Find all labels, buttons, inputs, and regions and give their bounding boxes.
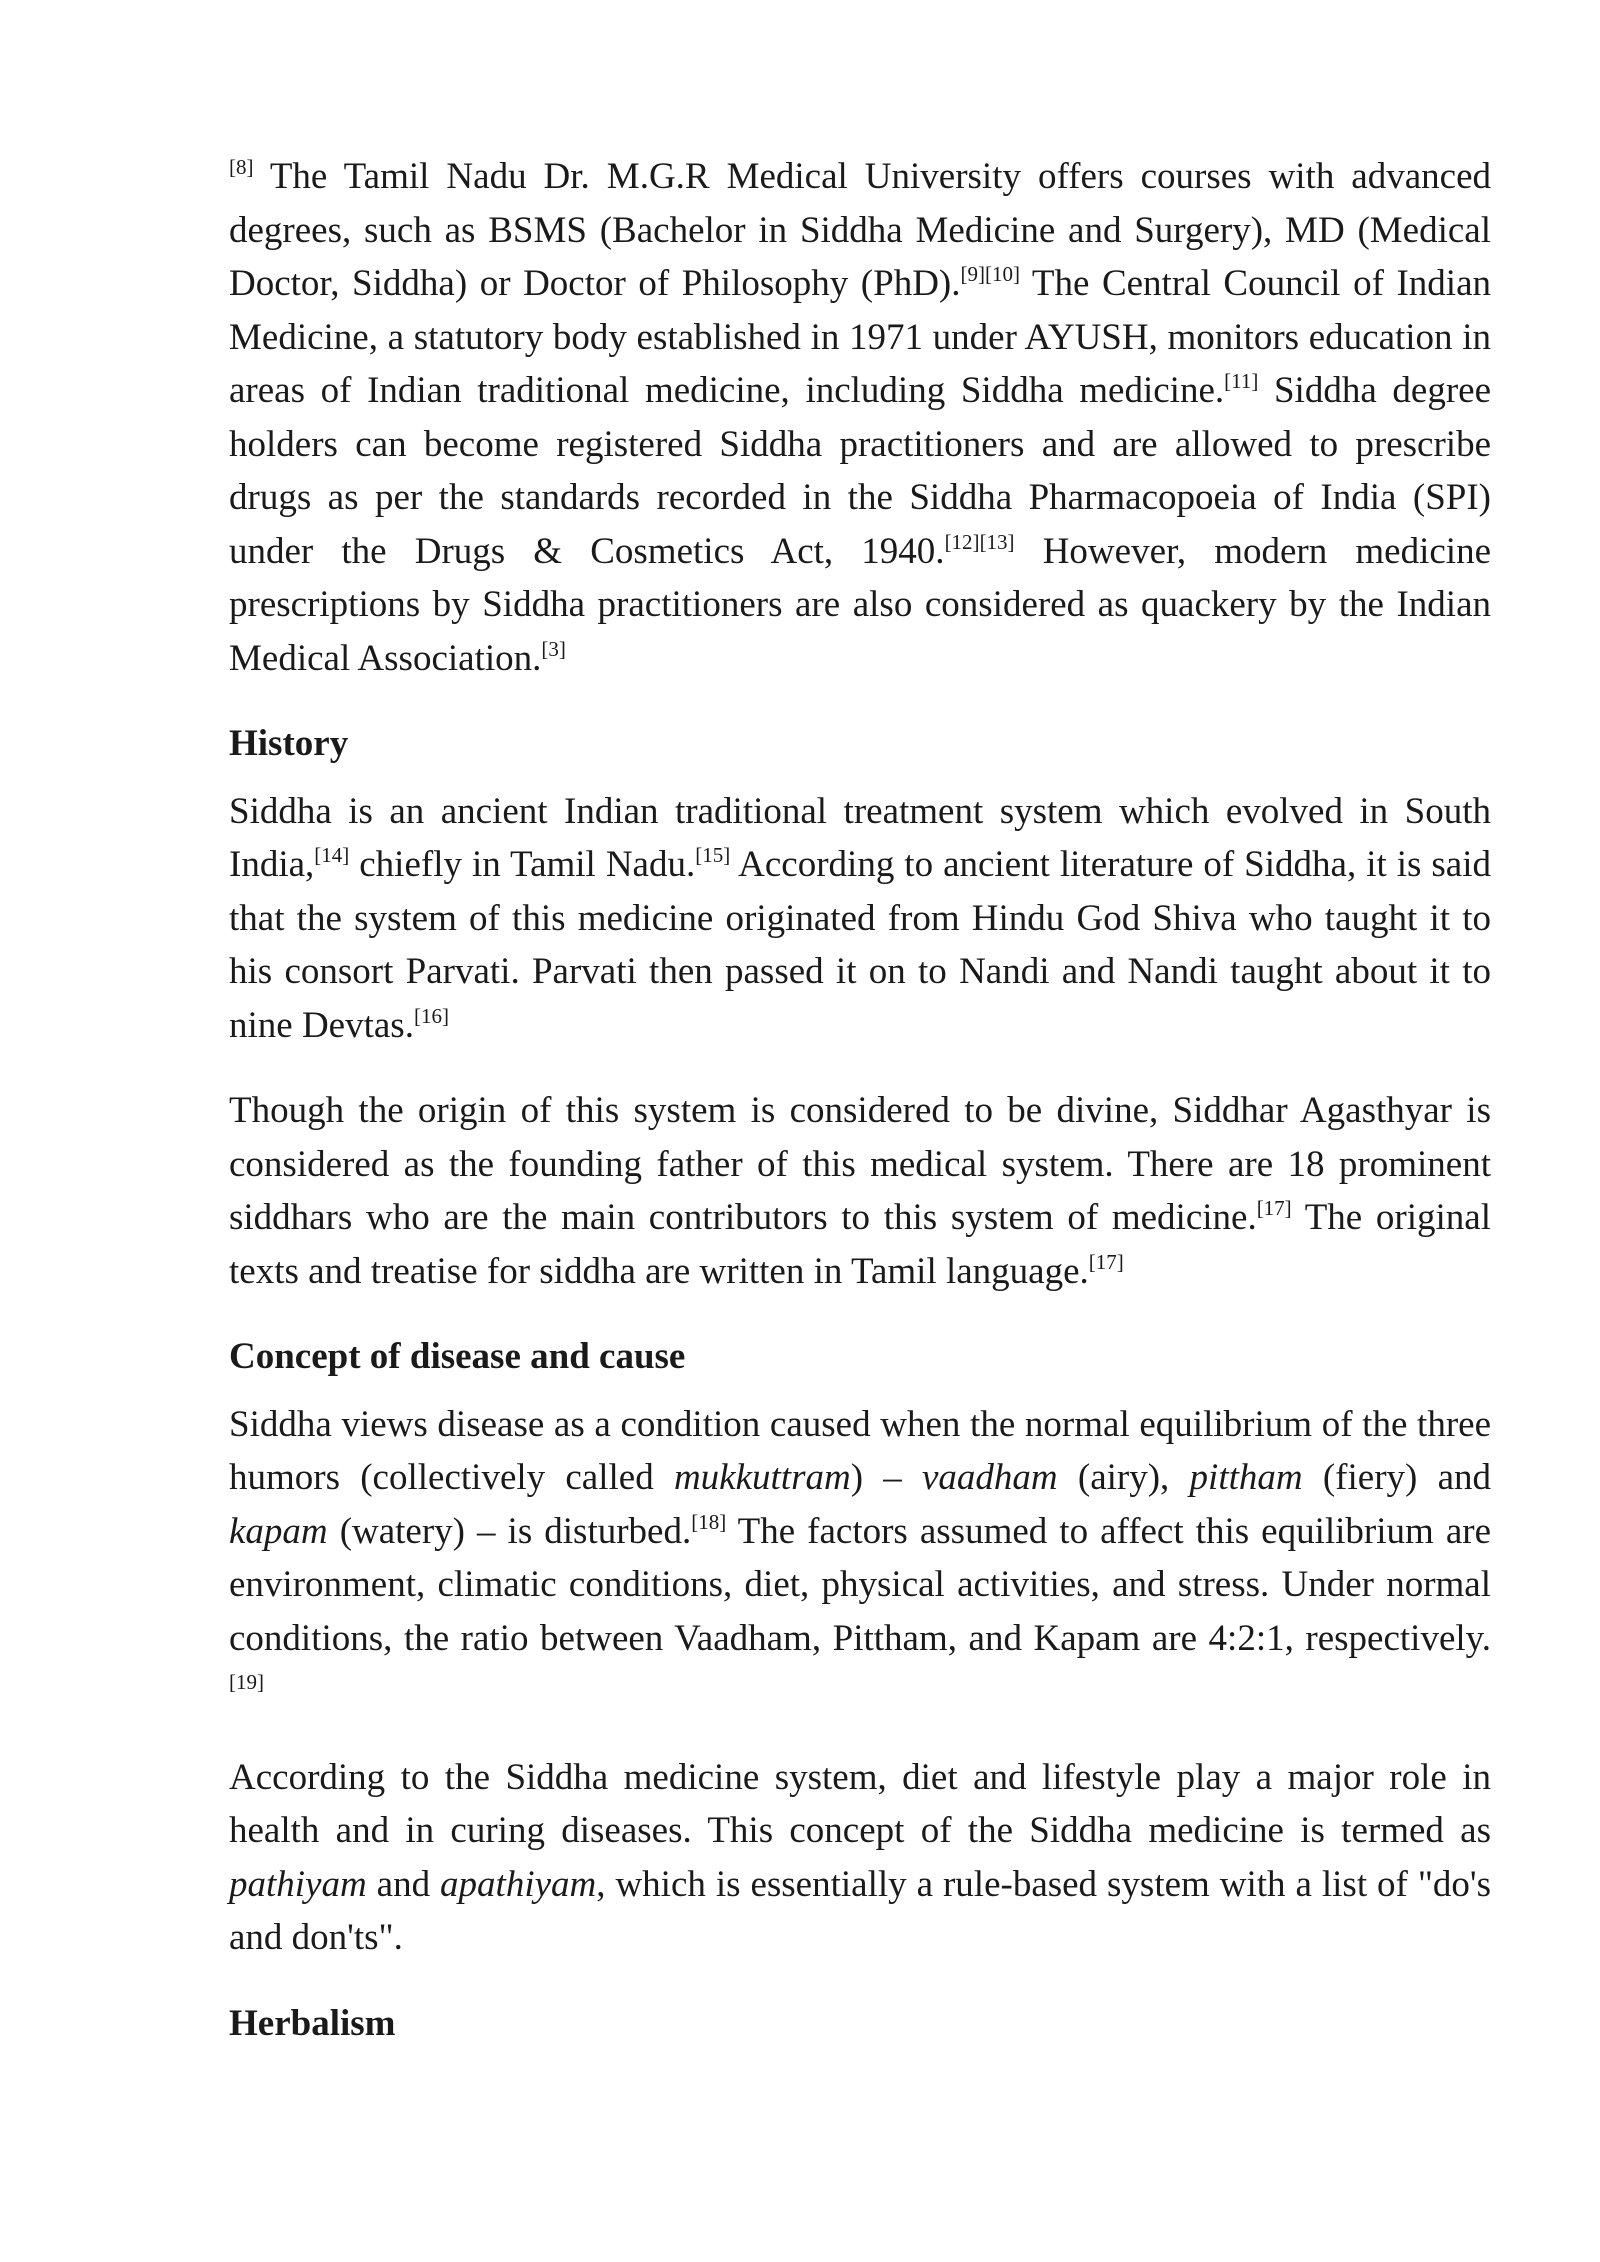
document-page (229, 150, 1491, 2064)
paragraph-text: Siddha is an ancient Indian traditional treatment system which evolved in South India, (229, 790, 1491, 885)
history-paragraph-2 (229, 1084, 1491, 1298)
history-paragraph-1 (229, 785, 1491, 1053)
paragraph-text: (fiery) and (1302, 1457, 1491, 1498)
paragraph-text: (airy), (1057, 1457, 1190, 1498)
herbalism-heading: Herbalism (229, 2002, 396, 2044)
paragraph-text: The Central Council of Indian Medicine, a statutory body established in 1971 under AYUSH, monitors education in areas of Indian traditional medicine, including Siddha medicine. (229, 263, 1491, 411)
citation-ref[interactable]: [8] (229, 155, 254, 179)
paragraph-text: (watery) – is disturbed. (327, 1510, 692, 1552)
paragraph-text: The factors assumed to affect this equilibrium are environment, climatic conditions, diet, physical activities, and stress. Under normal conditions, the ratio between Vaadham, Pittham, and Kapam are 4:2:1, respectively. (229, 1510, 1491, 1659)
citation-ref[interactable]: [11] (1224, 369, 1259, 393)
citation-ref[interactable]: [18] (691, 1509, 727, 1534)
paragraph-text: chiefly in Tamil Nadu. (349, 844, 696, 885)
citation-ref[interactable]: [9] (960, 262, 985, 286)
paragraph-text: ) – (850, 1457, 922, 1498)
term-pathiyam: pathiyam (229, 1863, 367, 1905)
citation-ref[interactable]: [13] (979, 529, 1015, 554)
term-apathiyam: apathiyam (440, 1863, 597, 1905)
term-kapam: kapam (229, 1510, 328, 1552)
citation-ref[interactable]: [15] (695, 843, 731, 867)
citation-ref[interactable]: [10] (985, 262, 1020, 286)
paragraph-text: According to ancient literature of Siddha, it is said that the system of this medicine originated from Hindu God Shiva who taught it to his consort Parvati. Parvati then passed it on to Nandi and Nandi taught about it to nine Devtas. (229, 844, 1491, 1046)
citation-ref[interactable]: [3] (541, 636, 566, 661)
citation-ref[interactable]: [14] (314, 843, 350, 867)
paragraph-text: The Tamil Nadu Dr. M.G.R Medical University offers courses with advanced degrees, such as BSMS (Bachelor in Siddha Medicine and Surgery), MD (Medical Doctor, Siddha) or Doctor of Philosophy (PhD). (229, 156, 1491, 304)
concept-paragraph-1 (229, 1398, 1491, 1719)
concept-paragraph-2 (229, 1751, 1491, 1965)
history-heading: History (229, 723, 349, 764)
citation-ref[interactable]: [17] (1256, 1196, 1292, 1220)
paragraph-text: Though the origin of this system is considered to be divine, Siddhar Agasthyar is considered as the founding father of this medical system. There are 18 prominent siddhars who are the main contributors to this system of medicine. (229, 1090, 1491, 1238)
paragraph-text: However, modern medicine prescriptions by Siddha practitioners are also considered as quackery by the Indian Medical Association. (229, 530, 1491, 679)
education-paragraph (229, 150, 1491, 685)
paragraph-text: Siddha degree holders can become registered Siddha practitioners and are allowed to prescribe drugs as per the standards recorded in the Siddha Pharmacopoeia of India (SPI) under the Drugs & Cosmetics Act, 1940. (229, 370, 1491, 572)
citation-ref[interactable]: [17] (1088, 1249, 1124, 1274)
term-vaadham: vaadham (922, 1457, 1058, 1498)
citation-ref[interactable]: [19] (229, 1670, 264, 1694)
paragraph-text: and (366, 1863, 441, 1905)
paragraph-text: The original texts and treatise for siddha are written in Tamil language. (229, 1197, 1491, 1292)
citation-ref[interactable]: [12] (944, 529, 980, 554)
term-mukkuttram: mukkuttram (673, 1457, 851, 1498)
term-pittham: pittham (1189, 1457, 1303, 1498)
citation-ref[interactable]: [16] (413, 1003, 449, 1028)
paragraph-text: , which is essentially a rule-based system with a list of "do's and don'ts". (229, 1863, 1491, 1958)
concept-heading: Concept of disease and cause (229, 1336, 686, 1377)
paragraph-text: Siddha views disease as a condition caused when the normal equilibrium of the three humors (collectively called (229, 1403, 1491, 1498)
paragraph-text: According to the Siddha medicine system, diet and lifestyle play a major role in health and in curing diseases. This concept of the Siddha medicine is termed as (229, 1756, 1491, 1851)
